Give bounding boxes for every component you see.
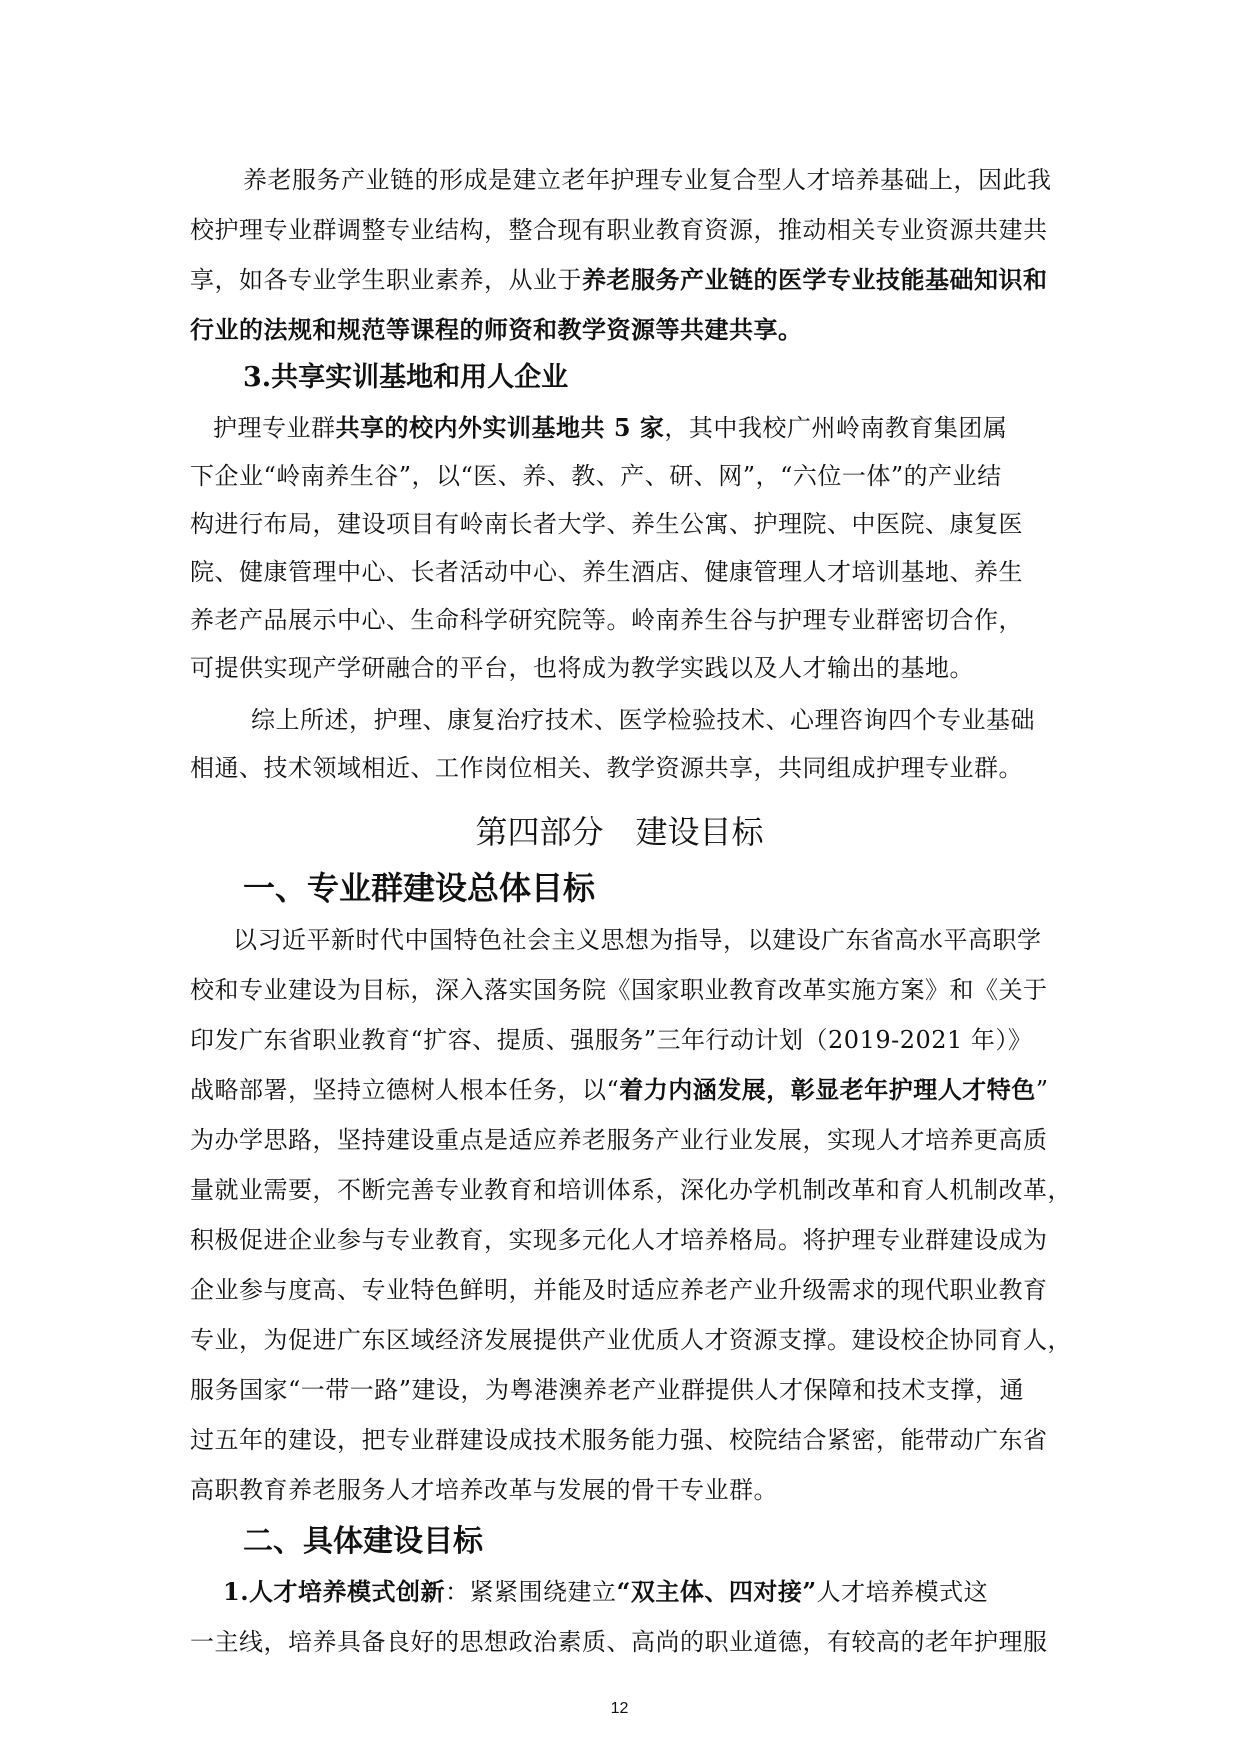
paragraph-line: 积极促进企业参与专业教育，实现多元化人才培养格局。将护理专业群建设成为 xyxy=(190,1226,1048,1254)
bold-text-run: 共享的校内外实训基地共 5 家 xyxy=(335,413,665,442)
text-run: 享，如各专业学生职业素养，从业于 xyxy=(190,266,582,294)
paragraph-line: 一主线，培养具备良好的思想政治素质、高尚的职业道德，有较高的老年护理服 xyxy=(190,1628,1048,1656)
paragraph-line: 以习近平新时代中国特色社会主义思想为指导，以建设广东省高水平高职学 xyxy=(233,926,1042,954)
subsection-heading: 3.共享实训基地和用人企业 xyxy=(243,362,569,393)
paragraph-line: 综上所述，护理、康复治疗技术、医学检验技术、心理咨询四个专业基础 xyxy=(251,706,1035,734)
paragraph-line: 专业，为促进广东区域经济发展提供产业优质人才资源支撑。建设校企协同育人， xyxy=(190,1326,1072,1354)
section-heading: 二、具体建设目标 xyxy=(243,1524,483,1559)
paragraph-line: 构进行布局，建设项目有岭南长者大学、养生公寓、护理院、中医院、康复医 xyxy=(190,510,1023,538)
paragraph-line: 企业参与度高、专业特色鲜明，并能及时适应养老产业升级需求的现代职业教育 xyxy=(190,1276,1048,1304)
paragraph-line: 为办学思路，坚持建设重点是适应养老服务产业行业发展，实现人才培养更高质 xyxy=(190,1126,1048,1154)
paragraph-line: 下企业“岭南养生谷”，以“医、养、教、产、研、网”，“六位一体”的产业结 xyxy=(190,462,1002,490)
text-run: ” xyxy=(1035,1076,1049,1104)
paragraph-line xyxy=(223,1572,1093,1612)
text-run: 人才培养模式这 xyxy=(816,1578,989,1606)
paragraph-line: 养老服务产业链的形成是建立老年护理专业复合型人才培养基础上，因此我 xyxy=(243,166,1052,194)
paragraph-line: 校和专业建设为目标，深入落实国务院《国家职业教育改革实施方案》和《关于 xyxy=(190,976,1048,1004)
paragraph-line: 校护理专业群调整专业结构，整合现有职业教育资源，推动相关专业资源共建共 xyxy=(190,216,1048,244)
text-run: 护理专业群 xyxy=(213,414,336,442)
section-heading: 一、专业群建设总体目标 xyxy=(243,869,596,907)
paragraph-line: 印发广东省职业教育“扩容、提质、强服务”三年行动计划（2019-2021 年）》 xyxy=(190,1026,1033,1054)
paragraph-line xyxy=(190,1070,1060,1110)
bold-text-run: 养老服务产业链的医学专业技能基础知识和 xyxy=(582,265,1048,294)
paragraph-line: 过五年的建设，把专业群建设成技术服务能力强、校院结合紧密，能带动广东省 xyxy=(190,1426,1048,1454)
paragraph-line: 高职教育养老服务人才培养改革与发展的骨干专业群。 xyxy=(190,1476,778,1504)
paragraph-line: 服务国家“一带一路”建设，为粤港澳养老产业群提供人才保障和技术支撑，通 xyxy=(190,1376,1025,1404)
paragraph-line xyxy=(213,408,1083,448)
bold-text-run: “双主体、四对接” xyxy=(616,1577,817,1606)
paragraph-line: 可提供实现产学研融合的平台，也将成为教学实践以及人才输出的基地。 xyxy=(190,654,974,682)
paragraph-line: 量就业需要，不断完善专业教育和培训体系，深化办学机制改革和育人机制改革， xyxy=(190,1176,1072,1204)
paragraph-line: 养老产品展示中心、生命科学研究院等。岭南养生谷与护理专业群密切合作， xyxy=(190,606,1023,634)
text-run: ，其中我校广州岭南教育集团属 xyxy=(664,414,1008,442)
text-run: 战略部署，坚持立德树人根本任务，以“ xyxy=(190,1076,620,1104)
paragraph-line: 院、健康管理中心、长者活动中心、养生酒店、健康管理人才培训基地、养生 xyxy=(190,558,1023,586)
text-run: ：紧紧围绕建立 xyxy=(445,1578,617,1606)
bold-text-run: 着力内涵发展，彰显老年护理人才特色 xyxy=(619,1075,1036,1104)
paragraph-line xyxy=(190,260,1060,300)
paragraph-line: 相通、技术领域相近、工作岗位相关、教学资源共享，共同组成护理专业群。 xyxy=(190,754,1023,782)
bold-text-run: 1.人才培养模式创新 xyxy=(223,1577,446,1606)
paragraph-line-bold: 行业的法规和规范等课程的师资和教学资源等共建共享。 xyxy=(190,315,803,344)
part-title: 第四部分 建设目标 xyxy=(475,813,764,851)
page-number: 12 xyxy=(610,1700,629,1717)
